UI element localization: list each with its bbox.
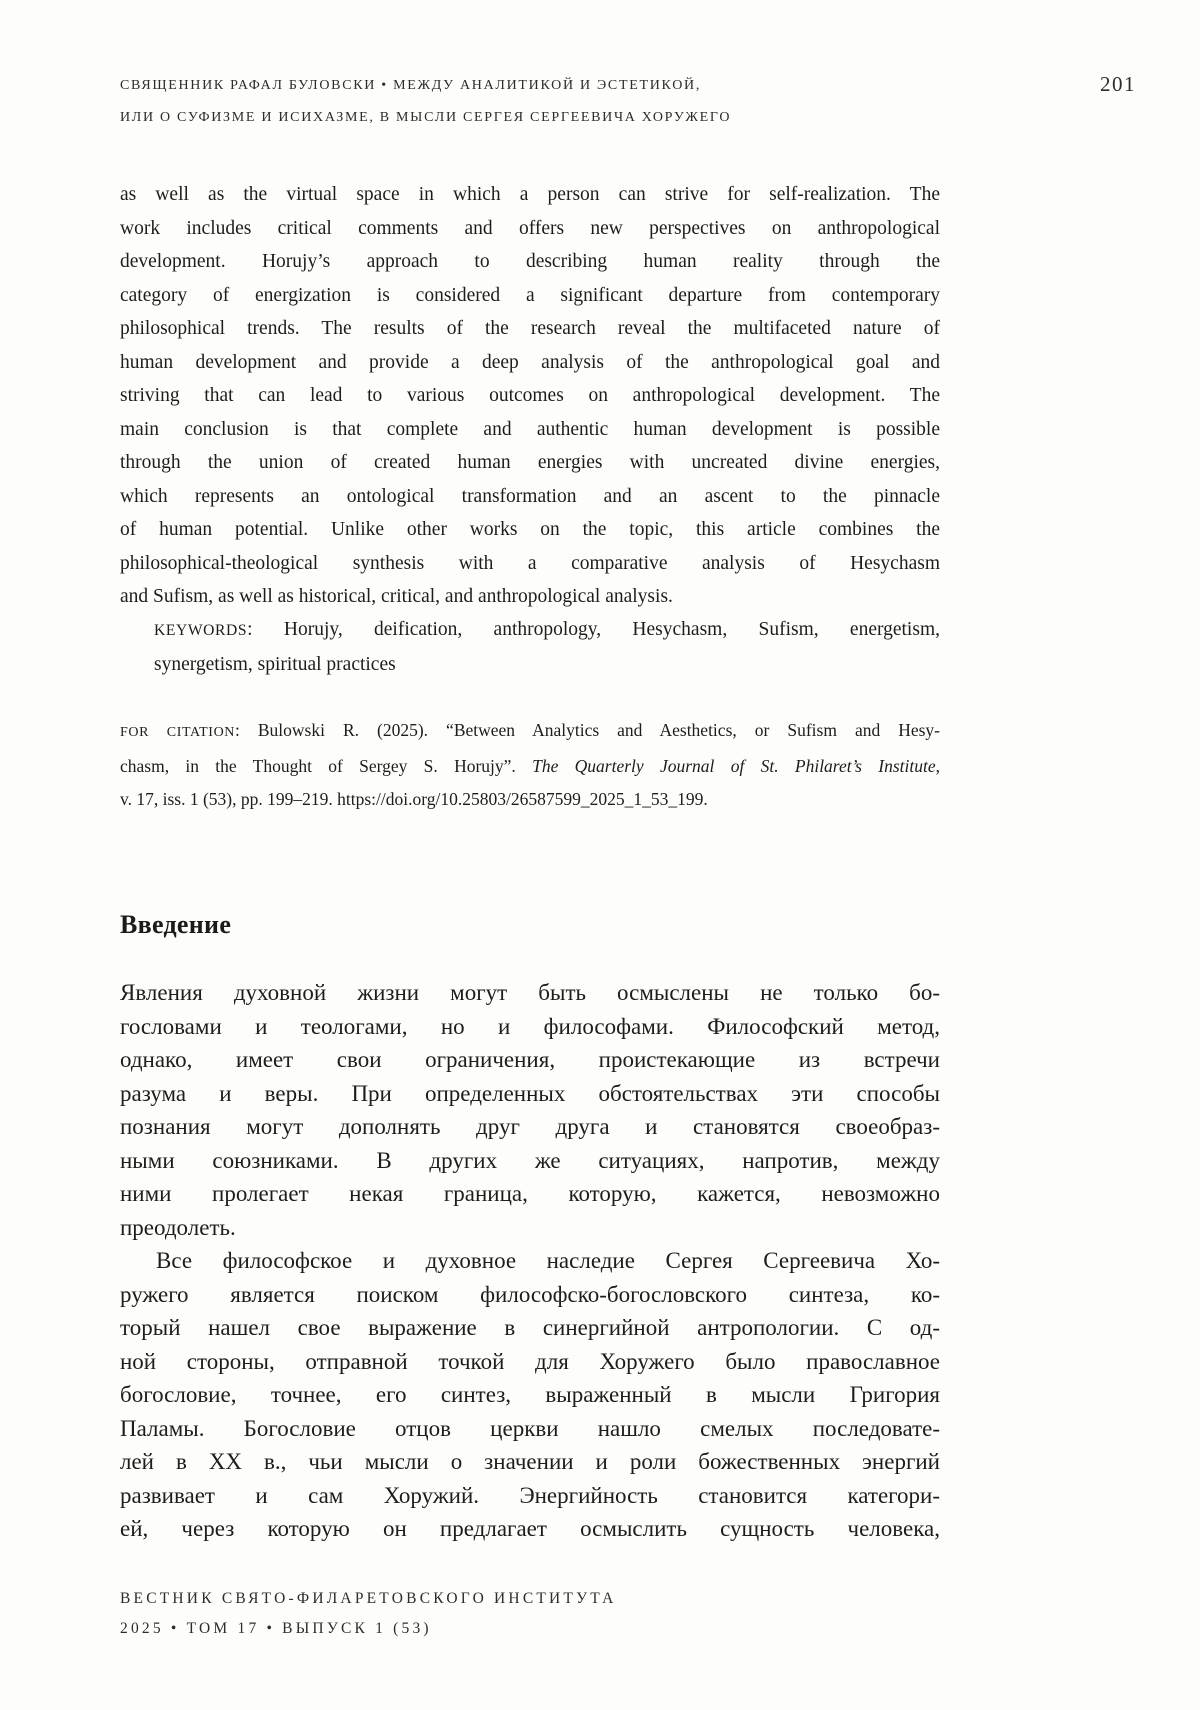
body-line: ей, через которую он предлагает осмыслить сущность человека, bbox=[120, 1516, 940, 1541]
journal-footer bbox=[120, 1584, 920, 1644]
abstract-line: striving that can lead to various outcomes on anthropological development. The bbox=[120, 385, 940, 406]
citation-label: FOR CITATION bbox=[120, 725, 235, 740]
citation-line bbox=[120, 750, 940, 784]
abstract-line: philosophical-theological synthesis with a comparative analysis of Hesychasm bbox=[120, 552, 940, 574]
body-line: ной стороны, отправной точкой для Хоружего было православное bbox=[120, 1348, 940, 1374]
page-number: 201 bbox=[1100, 72, 1136, 96]
keywords-line bbox=[154, 613, 940, 648]
running-header-line1: СВЯЩЕННИК РАФАЛ БУЛОВСКИ • МЕЖДУ АНАЛИТИКОЙ И ЭСТЕТИКОЙ, bbox=[120, 78, 702, 93]
abstract-line: which represents an ontological transformation and an ascent to the pinnacle bbox=[120, 485, 940, 507]
abstract-line: work includes critical comments and offers new perspectives on anthropological bbox=[120, 217, 940, 239]
body-line: лей в XX в., чьи мысли о значении и роли божественных энергий bbox=[120, 1449, 940, 1474]
abstract-line: development. Horujy’s approach to describing human reality through the bbox=[120, 251, 940, 272]
section-heading: Введение bbox=[120, 910, 232, 939]
keywords-label: KEYWORDS bbox=[154, 622, 248, 639]
body-line: познания могут дополнять друг друга и становятся своеобраз- bbox=[120, 1114, 940, 1139]
body-line: Паламы. Богословие отцов церкви нашло смелых последовате- bbox=[120, 1415, 940, 1441]
abstract-line: philosophical trends. The results of the research reveal the multifaceted nature of bbox=[120, 318, 940, 339]
body-line: ружего является поиском философско-богословского синтеза, ко- bbox=[120, 1281, 940, 1307]
abstract-text bbox=[120, 178, 940, 614]
body-line: богословие, точнее, его синтез, выраженный в мысли Григория bbox=[120, 1382, 940, 1407]
keywords-line: synergetism, spiritual practices bbox=[154, 653, 396, 675]
body-line: ними пролегает некая граница, которую, кажется, невозможно bbox=[120, 1181, 940, 1206]
citation-text: : Bulowski R. (2025). “Between Analytics and Aesthetics, or Sufism and Hesy- bbox=[235, 720, 941, 740]
citation-text: chasm, in the Thought of Sergey S. Horujy”. bbox=[120, 755, 533, 776]
citation-doi-line: v. 17, iss. 1 (53), pp. 199–219. https://doi.org/10.25803/26587599_2025_1_53_199. bbox=[120, 789, 708, 809]
body-line: развивает и сам Хоружий. Энергийность становится категори- bbox=[120, 1482, 940, 1508]
body-line: торый нашел свое выражение в синергийной антропологии. С од- bbox=[120, 1315, 940, 1340]
intro-paragraph-2 bbox=[120, 1244, 940, 1546]
abstract-line: category of energization is considered a significant departure from contemporary bbox=[120, 284, 940, 306]
abstract-line: as well as the virtual space in which a person can strive for self-realization. The bbox=[120, 184, 940, 205]
abstract-line: human development and provide a deep analysis of the anthropological goal and bbox=[120, 351, 940, 373]
running-header bbox=[120, 70, 920, 134]
running-header-line2: ИЛИ О СУФИЗМЕ И ИСИХАЗМЕ, В МЫСЛИ СЕРГЕЯ СЕРГЕЕВИЧА ХОРУЖЕГО bbox=[120, 110, 732, 125]
body-line: преодолеть. bbox=[120, 1214, 236, 1240]
abstract-line: and Sufism, as well as historical, critical, and anthropological analysis. bbox=[120, 586, 673, 607]
journal-footer-line1: ВЕСТНИК СВЯТО-ФИЛАРЕТОВСКОГО ИНСТИТУТА bbox=[120, 1590, 617, 1607]
intro-paragraph-1 bbox=[120, 976, 940, 1244]
journal-title: The Quarterly Journal of St. Philaret’s Institute bbox=[532, 755, 936, 776]
body-line: Явления духовной жизни могут быть осмыслены не только бо- bbox=[120, 980, 940, 1005]
abstract-line: of human potential. Unlike other works on the topic, this article combines the bbox=[120, 519, 940, 540]
journal-footer-line2: 2025 • ТОМ 17 • ВЫПУСК 1 (53) bbox=[120, 1620, 432, 1637]
citation-line bbox=[120, 714, 940, 750]
body-line: Все философское и духовное наследие Сергея Сергеевича Хо- bbox=[156, 1248, 940, 1273]
body-line: разума и веры. При определенных обстоятельствах эти способы bbox=[120, 1080, 940, 1106]
citation-text: , bbox=[935, 755, 940, 776]
keywords-list: : Horujy, deification, anthropology, Hesychasm, Sufism, energetism, bbox=[247, 619, 940, 640]
body-line: ными союзниками. В других же ситуациях, напротив, между bbox=[120, 1147, 940, 1173]
body-line: гословами и теологами, но и философами. Философский метод, bbox=[120, 1013, 940, 1039]
body-line: однако, имеет свои ограничения, проистекающие из встречи bbox=[120, 1047, 940, 1072]
citation-block bbox=[120, 714, 940, 817]
keywords-block bbox=[154, 613, 940, 681]
abstract-line: main conclusion is that complete and authentic human development is possible bbox=[120, 418, 940, 440]
abstract-line: through the union of created human energies with uncreated divine energies, bbox=[120, 452, 940, 473]
introduction-body bbox=[120, 976, 940, 1546]
